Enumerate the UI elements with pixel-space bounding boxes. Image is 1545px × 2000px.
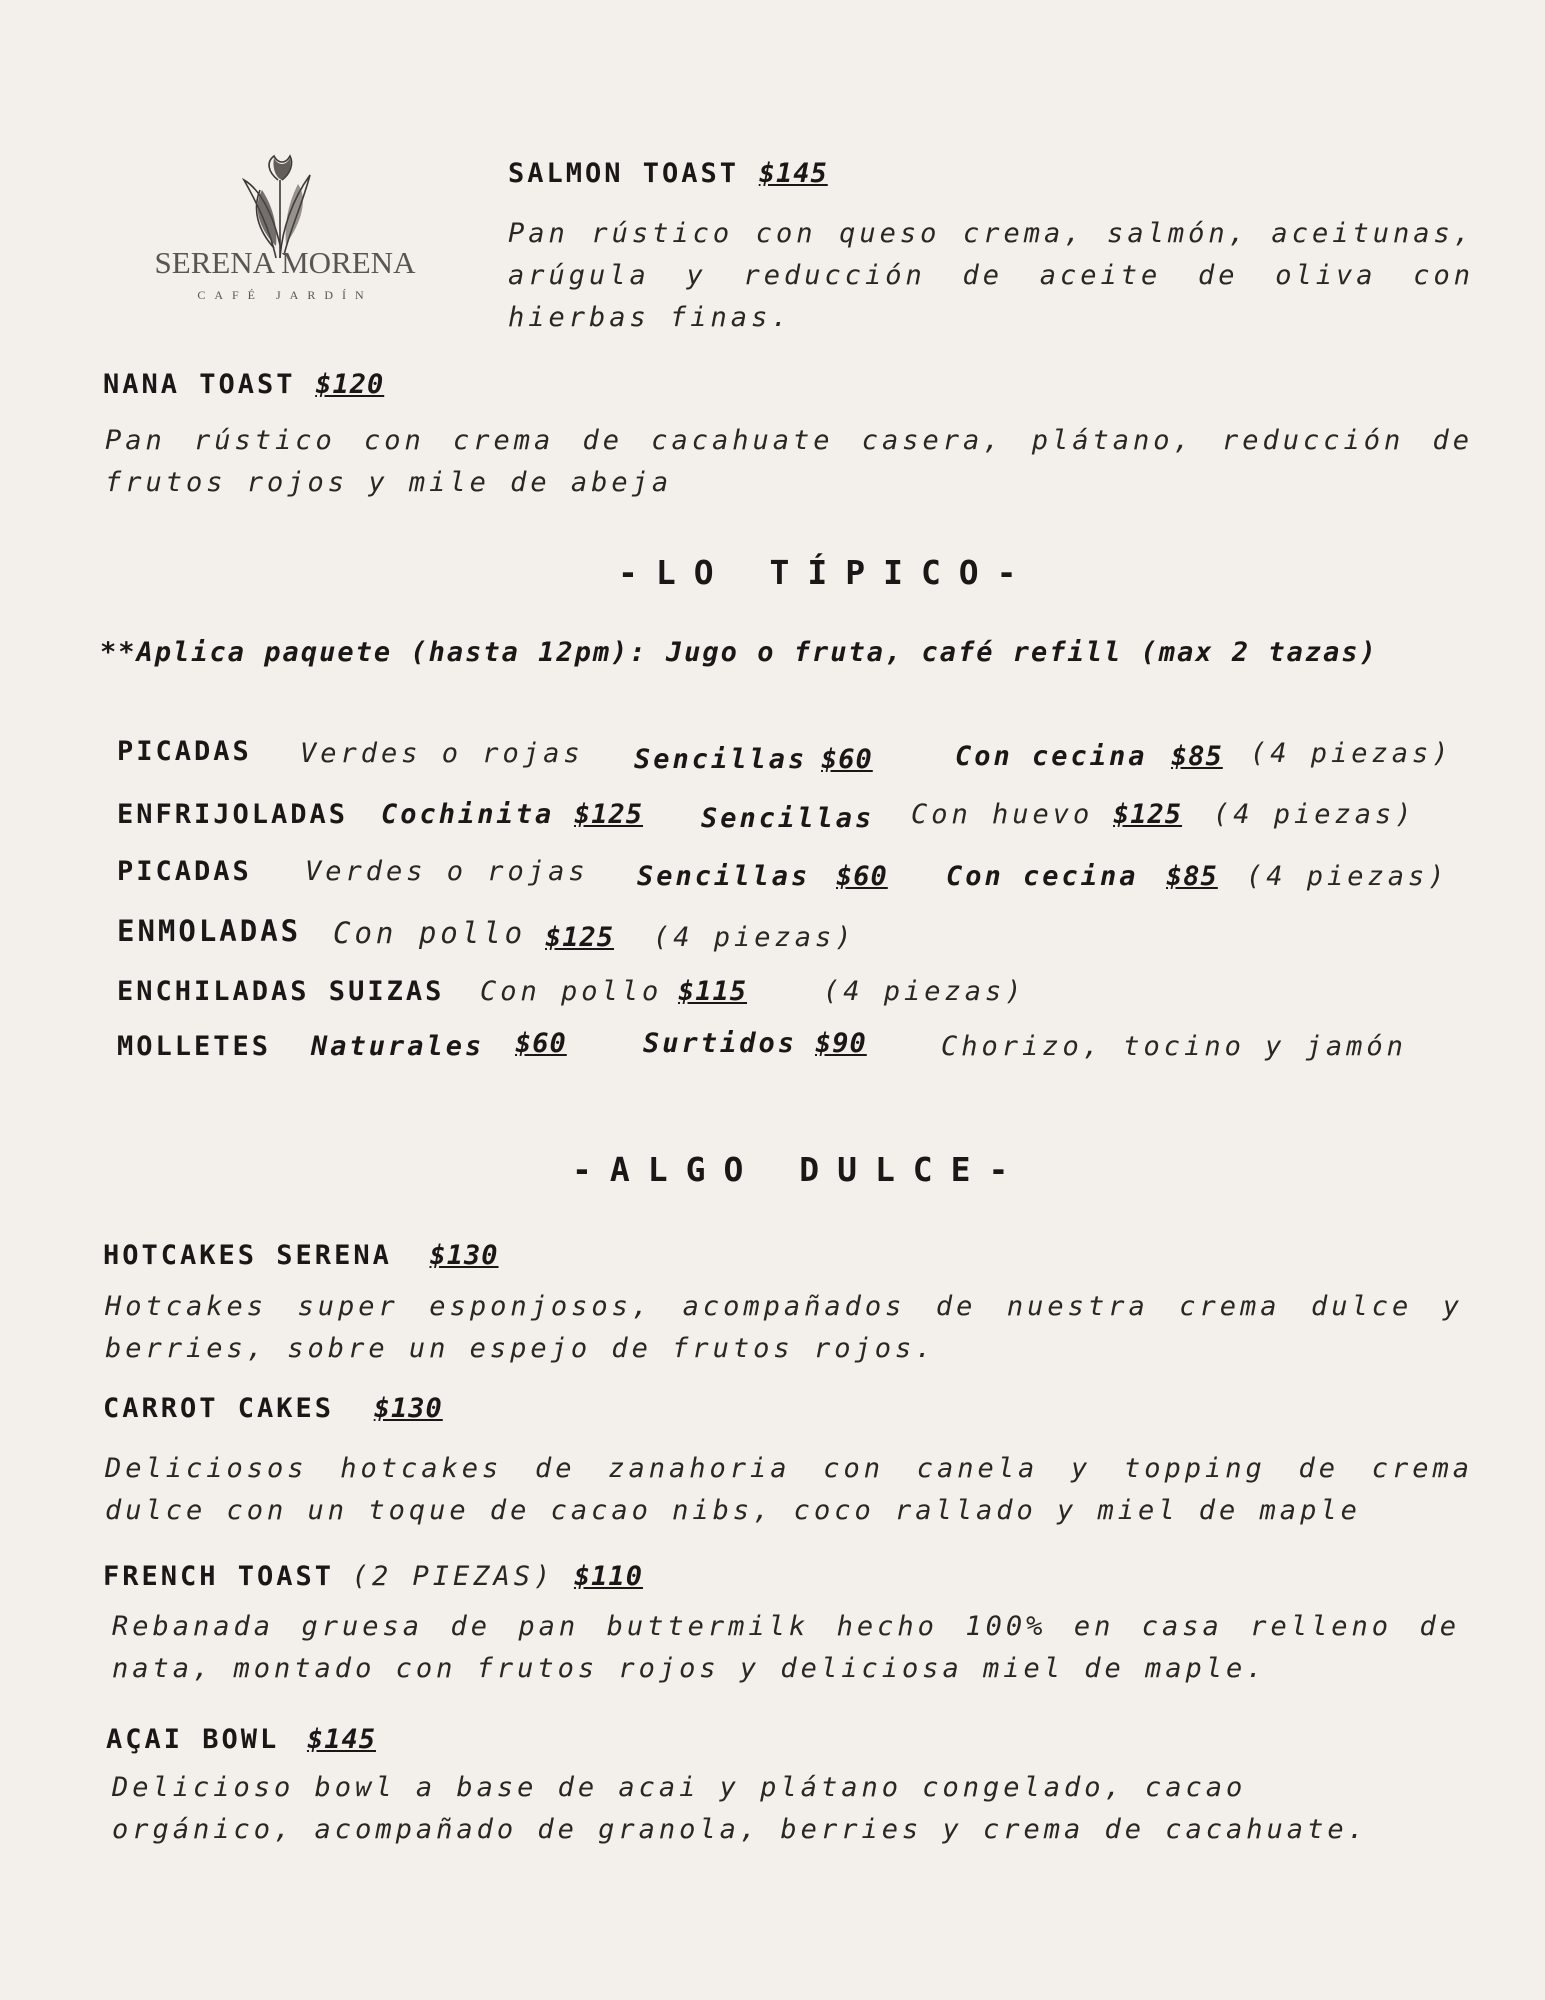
logo [140, 150, 430, 310]
item-name: CARROT CAKES [103, 1393, 335, 1424]
logo-tagline: CAFÉ JARDÍN [197, 288, 373, 302]
dish-price: $125 [574, 799, 644, 830]
item-name: SALMON TOAST [508, 158, 740, 189]
dish-price: $60 [821, 744, 873, 775]
item-description: Pan rústico con queso crema, salmón, aceitunas, arúgula y reducción de aceite de oliva con hierbas finas. [508, 218, 1474, 333]
dish-option: Con cecina [946, 861, 1139, 892]
item-description: Delicioso bowl a base de acai y plátano congelado, cacao orgánico, acompañado de granola, berries y crema de cacahuate. [112, 1772, 1368, 1845]
dish-option: Verdes o rojas [300, 738, 584, 769]
menu-item-salmon-toast [508, 158, 828, 189]
dish-option: Con huevo [911, 799, 1094, 830]
dish-name: ENCHILADAS SUIZAS [117, 976, 445, 1007]
item-price: $130 [429, 1240, 499, 1271]
dish-qty: (4 piezas) [653, 922, 856, 953]
item-name: FRENCH TOAST [103, 1561, 335, 1592]
item-price: $110 [573, 1561, 643, 1592]
item-price: $145 [758, 158, 828, 189]
dish-qty: (4 piezas) [1250, 738, 1453, 769]
dish-option: Sencillas [637, 861, 811, 892]
dish-price: $60 [515, 1028, 567, 1059]
dish-name: PICADAS [117, 856, 252, 887]
item-qty: (2 PIEZAS) [351, 1561, 555, 1592]
dish-option: Sencillas [701, 803, 875, 834]
package-note: **Aplica paquete (hasta 12pm): Jugo o fruta, café refill (max 2 tazas) [100, 637, 1378, 668]
dish-price: $60 [836, 861, 888, 892]
item-description: Pan rústico con crema de cacahuate casera, plátano, reducción de frutos rojos y mile de abeja [105, 425, 1473, 498]
section-heading-lo-tipico: -LO TÍPICO- [618, 553, 1035, 592]
dish-qty: (4 piezas) [1246, 861, 1449, 892]
dish-price: $90 [815, 1028, 867, 1059]
dish-option: Verdes o rojas [305, 856, 589, 887]
dish-option: Surtidos [643, 1028, 798, 1059]
menu-item-nana-toast [103, 369, 384, 400]
dish-price: $85 [1166, 861, 1218, 892]
dish-option: Naturales [311, 1031, 485, 1062]
item-name: AÇAI BOWL [106, 1724, 280, 1755]
menu-item-carrot-cakes [103, 1393, 443, 1424]
section-heading-algo-dulce: -ALGO DULCE- [572, 1150, 1027, 1189]
dish-qty: (4 piezas) [823, 976, 1026, 1007]
logo-name: SERENA MORENA [154, 245, 416, 280]
dish-option: Sencillas [634, 744, 808, 775]
dish-name: ENFRIJOLADAS [117, 799, 349, 830]
menu-item-hotcakes-serena [103, 1240, 499, 1271]
dish-name: MOLLETES [117, 1031, 272, 1062]
item-name: NANA TOAST [103, 369, 296, 400]
dish-option: Con cecina [955, 741, 1148, 772]
dish-price: $125 [545, 922, 615, 953]
item-price: $130 [373, 1393, 443, 1424]
item-price: $120 [315, 369, 385, 400]
dish-qty: (4 piezas) [1213, 799, 1416, 830]
dish-name: PICADAS [117, 736, 252, 767]
menu-item-french-toast [103, 1561, 643, 1592]
dish-price: $85 [1171, 741, 1223, 772]
dish-option: Chorizo, tocino y jamón [941, 1031, 1407, 1062]
menu-item-acai-bowl [106, 1724, 376, 1755]
item-description: Hotcakes super esponjosos, acompañados de nuestra crema dulce y berries, sobre un espejo de frutos rojos. [105, 1291, 1463, 1364]
item-description: Deliciosos hotcakes de zanahoria con canela y topping de crema dulce con un toque de cacao nibs, coco rallado y miel de maple [105, 1453, 1473, 1526]
dish-price: $115 [678, 976, 748, 1007]
dish-option: Cochinita [381, 799, 555, 830]
dish-name: ENMOLADAS [117, 914, 302, 948]
dish-option: Con pollo [480, 976, 663, 1007]
dish-option: Con pollo [333, 916, 527, 950]
dish-price: $125 [1113, 799, 1183, 830]
item-price: $145 [306, 1724, 376, 1755]
item-name: HOTCAKES SERENA [103, 1240, 392, 1271]
flower-icon [140, 150, 430, 260]
item-description: Rebanada gruesa de pan buttermilk hecho 100% en casa relleno de nata, montado con frutos rojos y deliciosa miel de maple. [112, 1611, 1460, 1684]
